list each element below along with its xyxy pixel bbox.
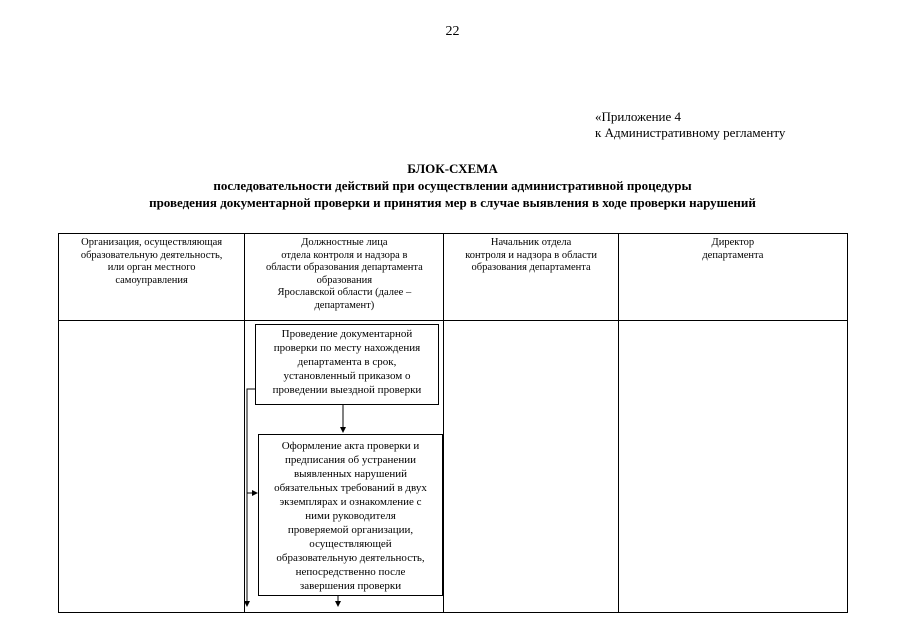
column-header-director: Директор департамента — [618, 234, 847, 321]
appendix-line-2: к Административному регламенту — [595, 125, 786, 140]
title-line-1: последовательности действий при осуществлении административной процедуры — [213, 178, 692, 193]
column-header-organization: Организация, осуществляющая образовательную деятельность, или орган местного самоуправления — [59, 234, 245, 321]
step-inspection-act: Оформление акта проверки и предписания об устранении выявленных нарушений обязательных требований в двух экземплярах и ознакомление с ними руководителя проверяемой организации, осуществляющей образовательную деятельность, непосредственно после завершения проверки — [258, 434, 443, 596]
step-documentary-check: Проведение документарной проверки по месту нахождения департамента в срок, установленный приказом о проведении выездной проверки — [255, 324, 439, 405]
appendix-line-1: «Приложение 4 — [595, 109, 682, 124]
column-header-department-head: Начальник отдела контроля и надзора в области образования департамента — [444, 234, 618, 321]
title-main: БЛОК-СХЕМА — [407, 161, 498, 176]
connector-left-line — [247, 389, 255, 606]
page-number: 22 — [445, 24, 460, 39]
column-header-officials: Должностные лица отдела контроля и надзора в области образования департамента образования Ярославской области (далее – департамент) — [245, 234, 444, 321]
title-line-2: проведения документарной проверки и принятия мер в случае выявления в ходе проверки нарушений — [149, 195, 756, 210]
